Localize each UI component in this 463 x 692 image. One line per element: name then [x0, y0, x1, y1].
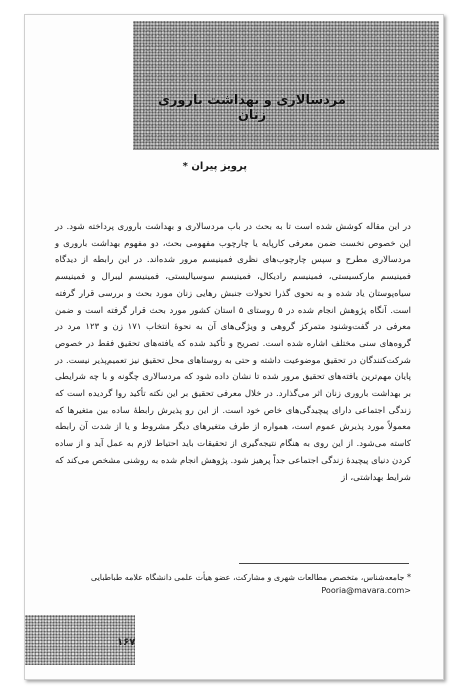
title-rule: [133, 149, 439, 150]
author-name: پرویز پیران *: [182, 161, 247, 172]
title-halftone-band: [133, 21, 439, 149]
footnote-email: Pooria@mavara.com>: [321, 586, 411, 595]
footnote-affiliation: * جامعه‌شناس، متخصص مطالعات شهری و مشارکت، عضو هیأت علمی دانشگاه علامه طباطبایی: [90, 573, 411, 582]
journal-page: [24, 14, 444, 680]
article-title: مردسالاری و بهداشت باروری زنان: [158, 93, 346, 123]
footnote: [55, 571, 411, 597]
footnote-divider: [239, 563, 409, 564]
abstract-text: در این مقاله کوشش شده است تا به بحث در باب مردسالاری و بهداشت باروری پرداخته شود. در این خصوص نخست ضمن معرفی کارپایه یا چارچوب مفهومی بحث، دو مفهوم بهداشت باروری و مردسالاری مطرح و سپس چارچوب‌های نظری فمینیسم مرور شده‌اند. در این رابطه از دیدگاه فمینیسم مارکسیستی، فمینیسم رادیکال، فمینیسم سوسیالیستی، فمینیسم لیبرال و فمینیسم سیاه‌پوستان یاد شده و به نحوی گذرا تحولات جنبش رهایی زنان مورد بحث و بررسی قرار گرفته است. آنگاه پژوهش انجام شده در ۵ روستای ۵ استان کشور مورد بحث قرار گرفته است و ضمن معرفی در گفت‌وشنود متمرکز گروهی و ویژگی‌های آن به نحوهٔ انتخاب ۱۷۱ زن و ۱۲۳ مرد در گروه‌های سنی مختلف اشاره شده است. تصریح و تأکید شده که یافته‌های تحقیق فقط در خصوص شرکت‌کنندگان در تحقیق موضوعیت داشته و حتی به روستاهای محل تحقیق نیز تعمیم‌پذیر نیست. در پایان مهم‌ترین یافته‌های تحقیق مرور شده تا نشان داده شود که مردسالاری چگونه و با چه شرایطی بر بهداشت باروری زنان اثر می‌گذارد. در خلال معرفی تحقیق بر این نکته تأکید روا گردیده است که زندگی اجتماعی دارای پیچیدگی‌های خاص خود است. از این رو پذیرش رابطهٔ ساده بین متغیرها که معمولاً مورد پذیرش عموم است، همواره از طرف متغیرهای دیگر مشروط و یا از شدت آن رابطه کاسته می‌شود. از این روی به هنگام نتیجه‌گیری از تحقیقات باید احتیاط لازم به عمل آید و از ساده کردن دنیای پیچیدهٔ زندگی اجتماعی جداً پرهیز شود. پژوهش انجام شده به روشنی مشخص می‌کند که شرایط بهداشتی، از: [55, 222, 411, 483]
page-number: ۱۶۷: [117, 637, 136, 648]
